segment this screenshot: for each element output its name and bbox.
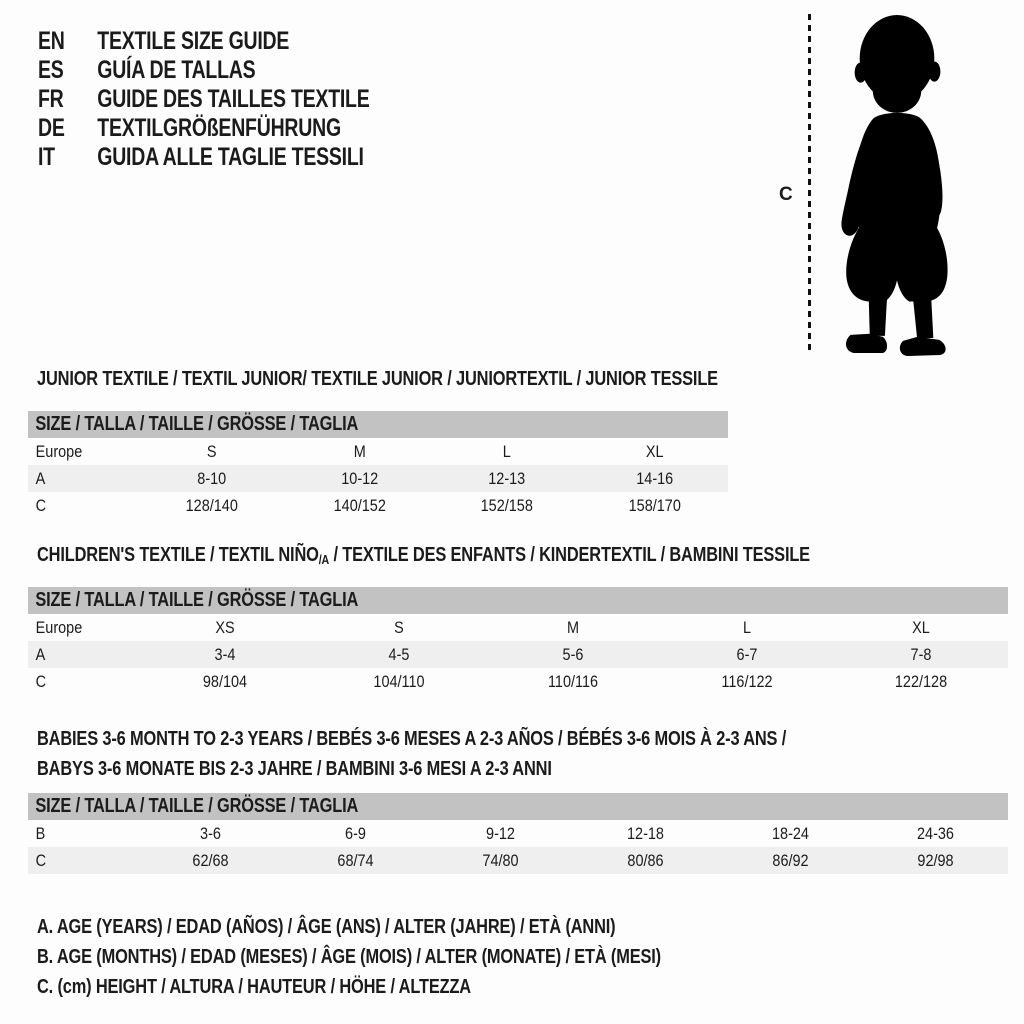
children-title-main: CHILDREN'S TEXTILE / TEXTIL NIÑO: [37, 544, 319, 566]
lang-code: ES: [38, 56, 64, 84]
size-cell: M: [566, 618, 580, 637]
age-cell: 3-6: [200, 824, 221, 843]
height-cell: 122/128: [894, 672, 948, 691]
height-cell: 62/68: [192, 851, 229, 870]
age-cell: 12-18: [627, 824, 664, 843]
children-size-table: [28, 587, 1008, 695]
babies-section-title: [37, 724, 786, 784]
height-cell: 68/74: [337, 851, 374, 870]
size-cell: S: [394, 618, 404, 637]
table-row-age-months: [28, 820, 1008, 847]
age-cell: 10-12: [340, 469, 378, 488]
age-cell: 24-36: [917, 824, 954, 843]
legend-line-c: C. (cm) HEIGHT / ALTURA / HAUTEUR / HÖHE / ALTEZZA: [37, 976, 471, 998]
lang-title: GUIDE DES TAILLES TEXTILE: [97, 85, 370, 113]
babies-title-line2: BABYS 3-6 MONATE BIS 2-3 JAHRE / BAMBINI 3-6 MESI A 2-3 ANNI: [37, 758, 552, 780]
measure-label-c: C: [779, 184, 793, 205]
height-cell: 140/152: [333, 496, 386, 515]
age-cell: 7-8: [910, 645, 932, 664]
height-cell: 92/98: [917, 851, 954, 870]
children-title-rest: / TEXTILE DES ENFANTS / KINDERTEXTIL / BAMBINI TESSILE: [329, 544, 810, 566]
age-cell: 5-6: [562, 645, 584, 664]
size-header-bar: [28, 587, 1008, 614]
height-cell: 110/116: [547, 672, 599, 691]
size-cell: S: [206, 442, 217, 461]
lang-code: DE: [38, 114, 65, 142]
lang-title: GUIDA ALLE TAGLIE TESSILI: [97, 143, 364, 171]
toddler-silhouette-icon: [820, 8, 972, 356]
lang-code: EN: [38, 27, 65, 55]
size-header-label: SIZE / TALLA / TAILLE / GRÖSSE / TAGLIA: [35, 589, 359, 611]
table-row-age: [28, 465, 728, 492]
size-cell: L: [502, 442, 511, 461]
lang-row-de: [38, 114, 370, 143]
size-cell: L: [742, 618, 752, 637]
children-section-title: [37, 544, 810, 567]
table-row-height: [28, 668, 1008, 695]
size-header-bar: [28, 411, 728, 438]
age-cell: 12-13: [488, 469, 526, 488]
lang-title: TEXTILGRÖßENFÜHRUNG: [97, 114, 341, 142]
height-measure-dotted-line: [808, 14, 811, 354]
size-header-label: SIZE / TALLA / TAILLE / GRÖSSE / TAGLIA: [35, 795, 359, 817]
row-label: A: [35, 469, 46, 488]
legend-line-a: A. AGE (YEARS) / EDAD (AÑOS) / ÂGE (ANS) / ALTER (JAHRE) / ETÀ (ANNI): [37, 916, 616, 938]
lang-row-en: [38, 27, 370, 56]
size-cell: M: [353, 442, 366, 461]
lang-row-es: [38, 56, 370, 85]
children-title-sub: /A: [318, 552, 330, 567]
height-cell: 104/110: [373, 672, 425, 691]
legend-line-b: B. AGE (MONTHS) / EDAD (MESES) / ÂGE (MOIS) / ALTER (MONATE) / ETÀ (MESI): [37, 946, 661, 968]
height-cell: 152/158: [480, 496, 533, 515]
row-label: C: [35, 672, 47, 691]
height-cell: 74/80: [482, 851, 519, 870]
height-cell: 80/86: [627, 851, 664, 870]
age-cell: 9-12: [486, 824, 515, 843]
lang-code: IT: [38, 143, 55, 171]
legend-block: [37, 912, 798, 1002]
height-cell: 158/170: [628, 496, 681, 515]
size-cell: XL: [645, 442, 664, 461]
table-row-europe: [28, 614, 1008, 641]
age-cell: 3-4: [214, 645, 236, 664]
junior-section-title: JUNIOR TEXTILE / TEXTIL JUNIOR/ TEXTILE JUNIOR / JUNIORTEXTIL / JUNIOR TESSILE: [37, 368, 718, 390]
table-row-height: [28, 847, 1008, 874]
age-cell: 6-9: [345, 824, 366, 843]
row-label: Europe: [35, 442, 83, 461]
height-cell: 86/92: [772, 851, 809, 870]
lang-row-fr: [38, 85, 370, 114]
row-label: A: [35, 645, 46, 664]
age-cell: 4-5: [388, 645, 410, 664]
lang-row-it: [38, 143, 370, 172]
age-cell: 14-16: [635, 469, 673, 488]
size-cell: XS: [215, 618, 235, 637]
row-label: C: [35, 851, 47, 870]
babies-title-line1: BABIES 3-6 MONTH TO 2-3 YEARS / BEBÉS 3-6 MESES A 2-3 AÑOS / BÉBÉS 3-6 MOIS À 2-3 ANS /: [37, 728, 787, 750]
table-row-height: [28, 492, 728, 519]
height-cell: 98/104: [202, 672, 248, 691]
size-cell: XL: [912, 618, 930, 637]
row-label: C: [35, 496, 47, 515]
language-title-block: [38, 27, 463, 172]
table-row-age: [28, 641, 1008, 668]
height-cell: 128/140: [185, 496, 238, 515]
lang-title: TEXTILE SIZE GUIDE: [97, 27, 290, 55]
lang-code: FR: [38, 85, 64, 113]
junior-size-table: [28, 411, 728, 519]
age-cell: 8-10: [197, 469, 227, 488]
height-cell: 116/122: [721, 672, 773, 691]
size-header-bar: [28, 793, 1008, 820]
age-cell: 6-7: [736, 645, 758, 664]
lang-title: GUÍA DE TALLAS: [97, 56, 256, 84]
age-cell: 18-24: [772, 824, 809, 843]
row-label: B: [35, 824, 46, 843]
size-header-label: SIZE / TALLA / TAILLE / GRÖSSE / TAGLIA: [35, 413, 359, 435]
row-label: Europe: [35, 618, 83, 637]
babies-size-table: [28, 793, 1008, 874]
table-row-europe: [28, 438, 728, 465]
